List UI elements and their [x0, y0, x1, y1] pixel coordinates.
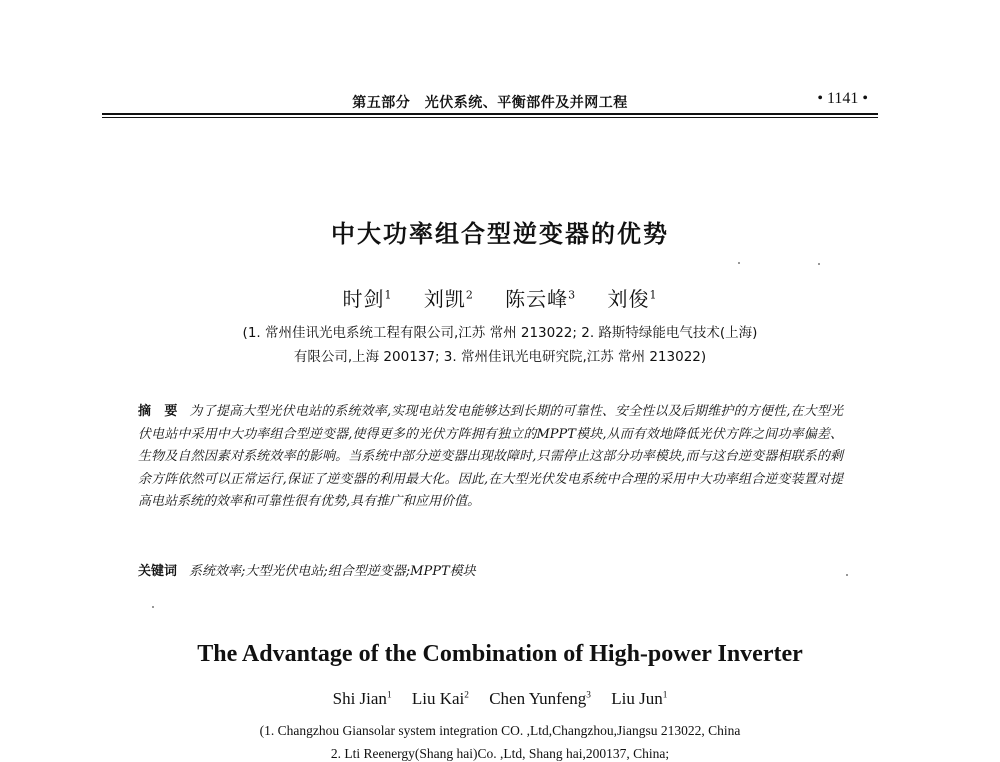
author-en	[412, 689, 469, 708]
author-en-sup: 1	[386, 690, 392, 701]
author-en-name: Liu Jun	[611, 689, 663, 708]
author-cn	[505, 287, 576, 311]
author-cn-sup: 1	[649, 288, 658, 302]
scan-speck	[846, 574, 848, 576]
author-en	[333, 689, 392, 708]
author-en-name: Chen Yunfeng	[489, 689, 587, 708]
abstract-text: 为了提高大型光伏电站的系统效率,实现电站发电能够达到长期的可靠性、安全性以及后期维护的方便性,在大型光伏电站中采用中大功率组合型逆变器,使得更多的光伏方阵拥有独立的MPPT模块,从而有效地降低光伏方阵之间功率偏差、生物及自然因素对系统效率的影响。当系统中部分逆变器出现故障时,只需停止这部分功率模块,而与这台逆变器相联系的剩余方阵依然可以正常运行,保证了逆变器的利用最大化。因此,在大型光伏发电系统中合理的采用中大功率组合逆变装置对提高电站系统的效率和可靠性很有优势,具有推广和应用价值。	[138, 404, 843, 509]
header-rule-thick	[102, 113, 878, 115]
keywords	[138, 560, 843, 579]
english-affiliation-line: (1. Changzhou Giansolar system integration CO. ,Ltd,Changzhou,Jiangsu 213022, China	[259, 723, 741, 738]
author-cn-name: 陈云峰	[505, 287, 569, 311]
author-cn-sup: 3	[568, 288, 577, 302]
author-en	[611, 689, 667, 708]
author-en	[489, 689, 591, 708]
chinese-affiliation-line: (1. 常州佳讯光电系统工程有限公司,江苏 常州 213022; 2. 路斯特绿能电气技术(上海)	[242, 325, 758, 341]
abstract-label: 摘 要	[138, 404, 178, 419]
author-en-name: Shi Jian	[332, 689, 387, 708]
author-cn	[342, 287, 392, 311]
author-en-sup: 1	[662, 690, 668, 701]
author-en-sup: 3	[586, 690, 591, 701]
abstract	[138, 401, 843, 514]
chinese-authors	[0, 283, 1000, 312]
author-cn-sup: 1	[384, 288, 393, 302]
author-cn	[608, 287, 658, 311]
keywords-text: 系统效率;大型光伏电站;组合型逆变器;MPPT模块	[189, 564, 476, 579]
author-cn-sup: 2	[465, 288, 474, 302]
author-cn-name: 刘俊	[607, 287, 650, 311]
english-affiliation-line: 2. Lti Reenergy(Shang hai)Co. ,Ltd, Shang hai,200137, China;	[330, 746, 670, 761]
author-cn-name: 时剑	[342, 287, 385, 311]
keywords-label: 关键词	[138, 564, 178, 579]
author-cn-name: 刘凯	[423, 287, 466, 311]
chinese-title: 中大功率组合型逆变器的优势	[331, 220, 669, 248]
running-header	[102, 88, 878, 112]
header-rule-thin	[102, 117, 878, 118]
author-en-name: Liu Kai	[411, 689, 465, 708]
english-authors	[0, 689, 1000, 709]
chinese-affiliation-line: 有限公司,上海 200137; 3. 常州佳讯光电研究院,江苏 常州 213022)	[293, 349, 707, 365]
author-cn	[424, 287, 474, 311]
scan-speck	[738, 262, 740, 264]
english-title: The Advantage of the Combination of High-power Inverter	[197, 641, 803, 667]
scan-speck	[152, 606, 154, 608]
scan-speck	[818, 263, 820, 265]
page-number: • 1141 •	[817, 90, 868, 107]
author-en-sup: 2	[464, 690, 469, 701]
section-title: 第五部分 光伏系统、平衡部件及并网工程	[352, 95, 628, 111]
